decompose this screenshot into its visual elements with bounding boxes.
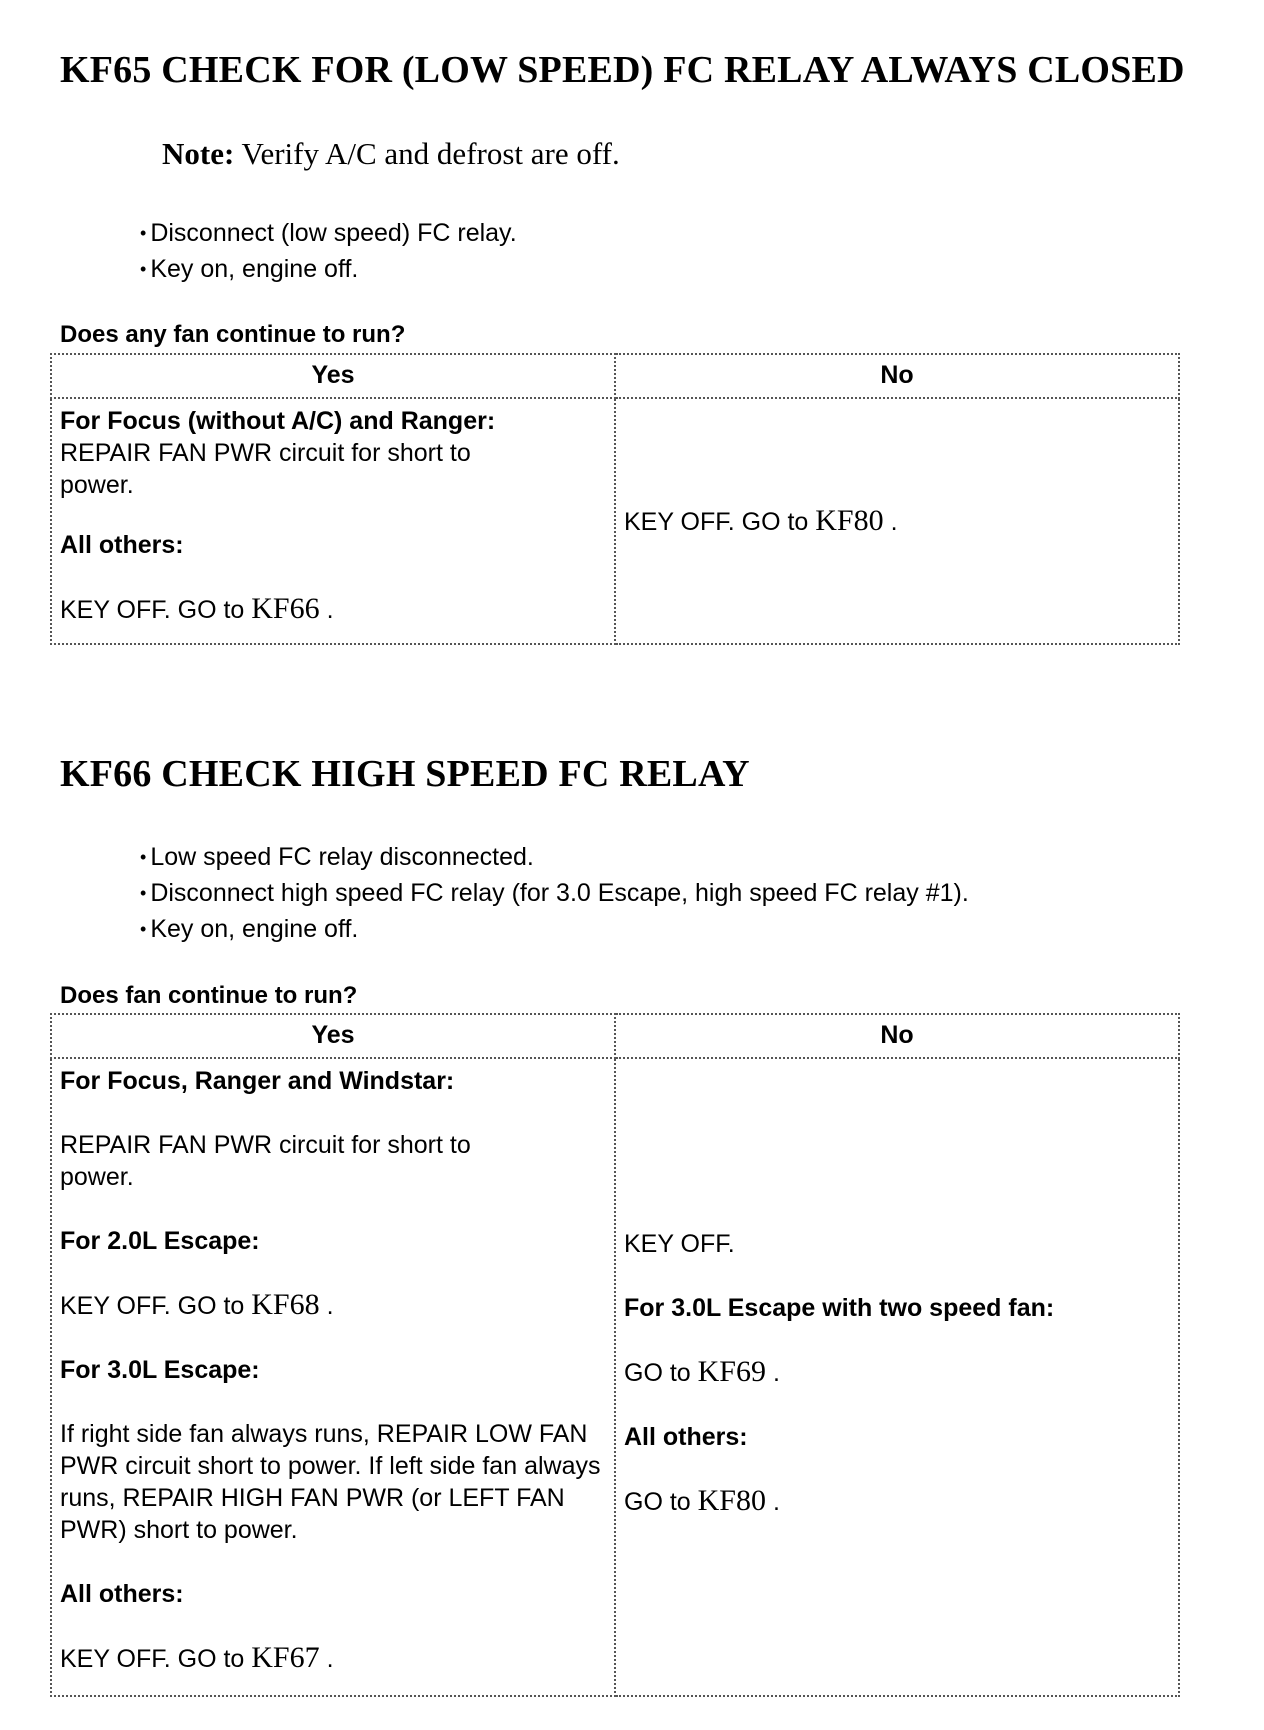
yes-text: REPAIR FAN PWR circuit for short to power.	[60, 1131, 471, 1191]
step-item: • Disconnect (low speed) FC relay.	[140, 216, 517, 252]
no-label: For 3.0L Escape with two speed fan:	[624, 1294, 1055, 1322]
col-yes-header: Yes	[51, 354, 615, 398]
kf65-question: Does any fan continue to run?	[60, 321, 406, 348]
table-header-row	[51, 354, 1179, 398]
yes-label: For 2.0L Escape:	[60, 1227, 260, 1255]
kf67-link[interactable]: KF67	[251, 1641, 320, 1674]
kf80-link[interactable]: KF80	[815, 503, 884, 537]
table-header-row	[51, 1014, 1179, 1058]
step-item: • Key on, engine off.	[140, 912, 969, 948]
col-no-header: No	[615, 1014, 1179, 1058]
col-yes-header: Yes	[51, 1014, 615, 1058]
no-action: KEY OFF. GO to KF80 .	[624, 503, 898, 537]
yes-action: KEY OFF. GO to KF66 .	[60, 592, 334, 625]
table-row	[51, 398, 1179, 644]
kf66-link[interactable]: KF66	[251, 592, 320, 625]
kf65-steps	[140, 216, 517, 288]
yes-text: If right side fan always runs, REPAIR LOW FAN PWR circuit short to power. If left side fan always runs, REPAIR HIGH FAN PWR (or LEFT FAN PWR) short to power.	[60, 1420, 601, 1544]
kf69-link[interactable]: KF69	[697, 1355, 766, 1388]
no-action: GO to KF80 .	[624, 1484, 780, 1517]
kf66-decision-table	[50, 1013, 1180, 1697]
yes-label: All others:	[60, 531, 184, 559]
kf66-heading: KF66 CHECK HIGH SPEED FC RELAY	[60, 753, 750, 795]
col-no-header: No	[615, 354, 1179, 398]
note-text: Verify A/C and defrost are off.	[234, 136, 620, 171]
kf65-decision-table	[50, 353, 1180, 645]
no-text: KEY OFF.	[624, 1230, 735, 1258]
note-label: Note:	[162, 136, 235, 171]
yes-label: For Focus (without A/C) and Ranger:	[60, 407, 496, 435]
kf65-heading: KF65 CHECK FOR (LOW SPEED) FC RELAY ALWAYS CLOSED	[60, 49, 1185, 91]
yes-action: KEY OFF. GO to KF68 .	[60, 1288, 334, 1321]
no-action: GO to KF69 .	[624, 1355, 780, 1388]
kf80-link[interactable]: KF80	[697, 1484, 766, 1517]
yes-label: For Focus, Ranger and Windstar:	[60, 1067, 455, 1095]
kf66-steps	[140, 840, 969, 948]
yes-text: REPAIR FAN PWR circuit for short to power.	[60, 439, 471, 499]
step-item: • Disconnect high speed FC relay (for 3.0 Escape, high speed FC relay #1).	[140, 876, 969, 912]
table-row	[51, 1058, 1179, 1696]
no-cell	[615, 1058, 1179, 1696]
step-item: • Low speed FC relay disconnected.	[140, 840, 969, 876]
kf66-question: Does fan continue to run?	[60, 982, 358, 1009]
yes-label: For 3.0L Escape:	[60, 1356, 260, 1384]
kf65-note	[162, 136, 620, 172]
no-label: All others:	[624, 1423, 748, 1451]
kf68-link[interactable]: KF68	[251, 1288, 320, 1321]
no-cell	[615, 398, 1179, 644]
yes-action: KEY OFF. GO to KF67 .	[60, 1641, 334, 1674]
yes-cell	[51, 1058, 615, 1696]
step-item: • Key on, engine off.	[140, 252, 517, 288]
yes-cell	[51, 398, 615, 644]
yes-label: All others:	[60, 1580, 184, 1608]
